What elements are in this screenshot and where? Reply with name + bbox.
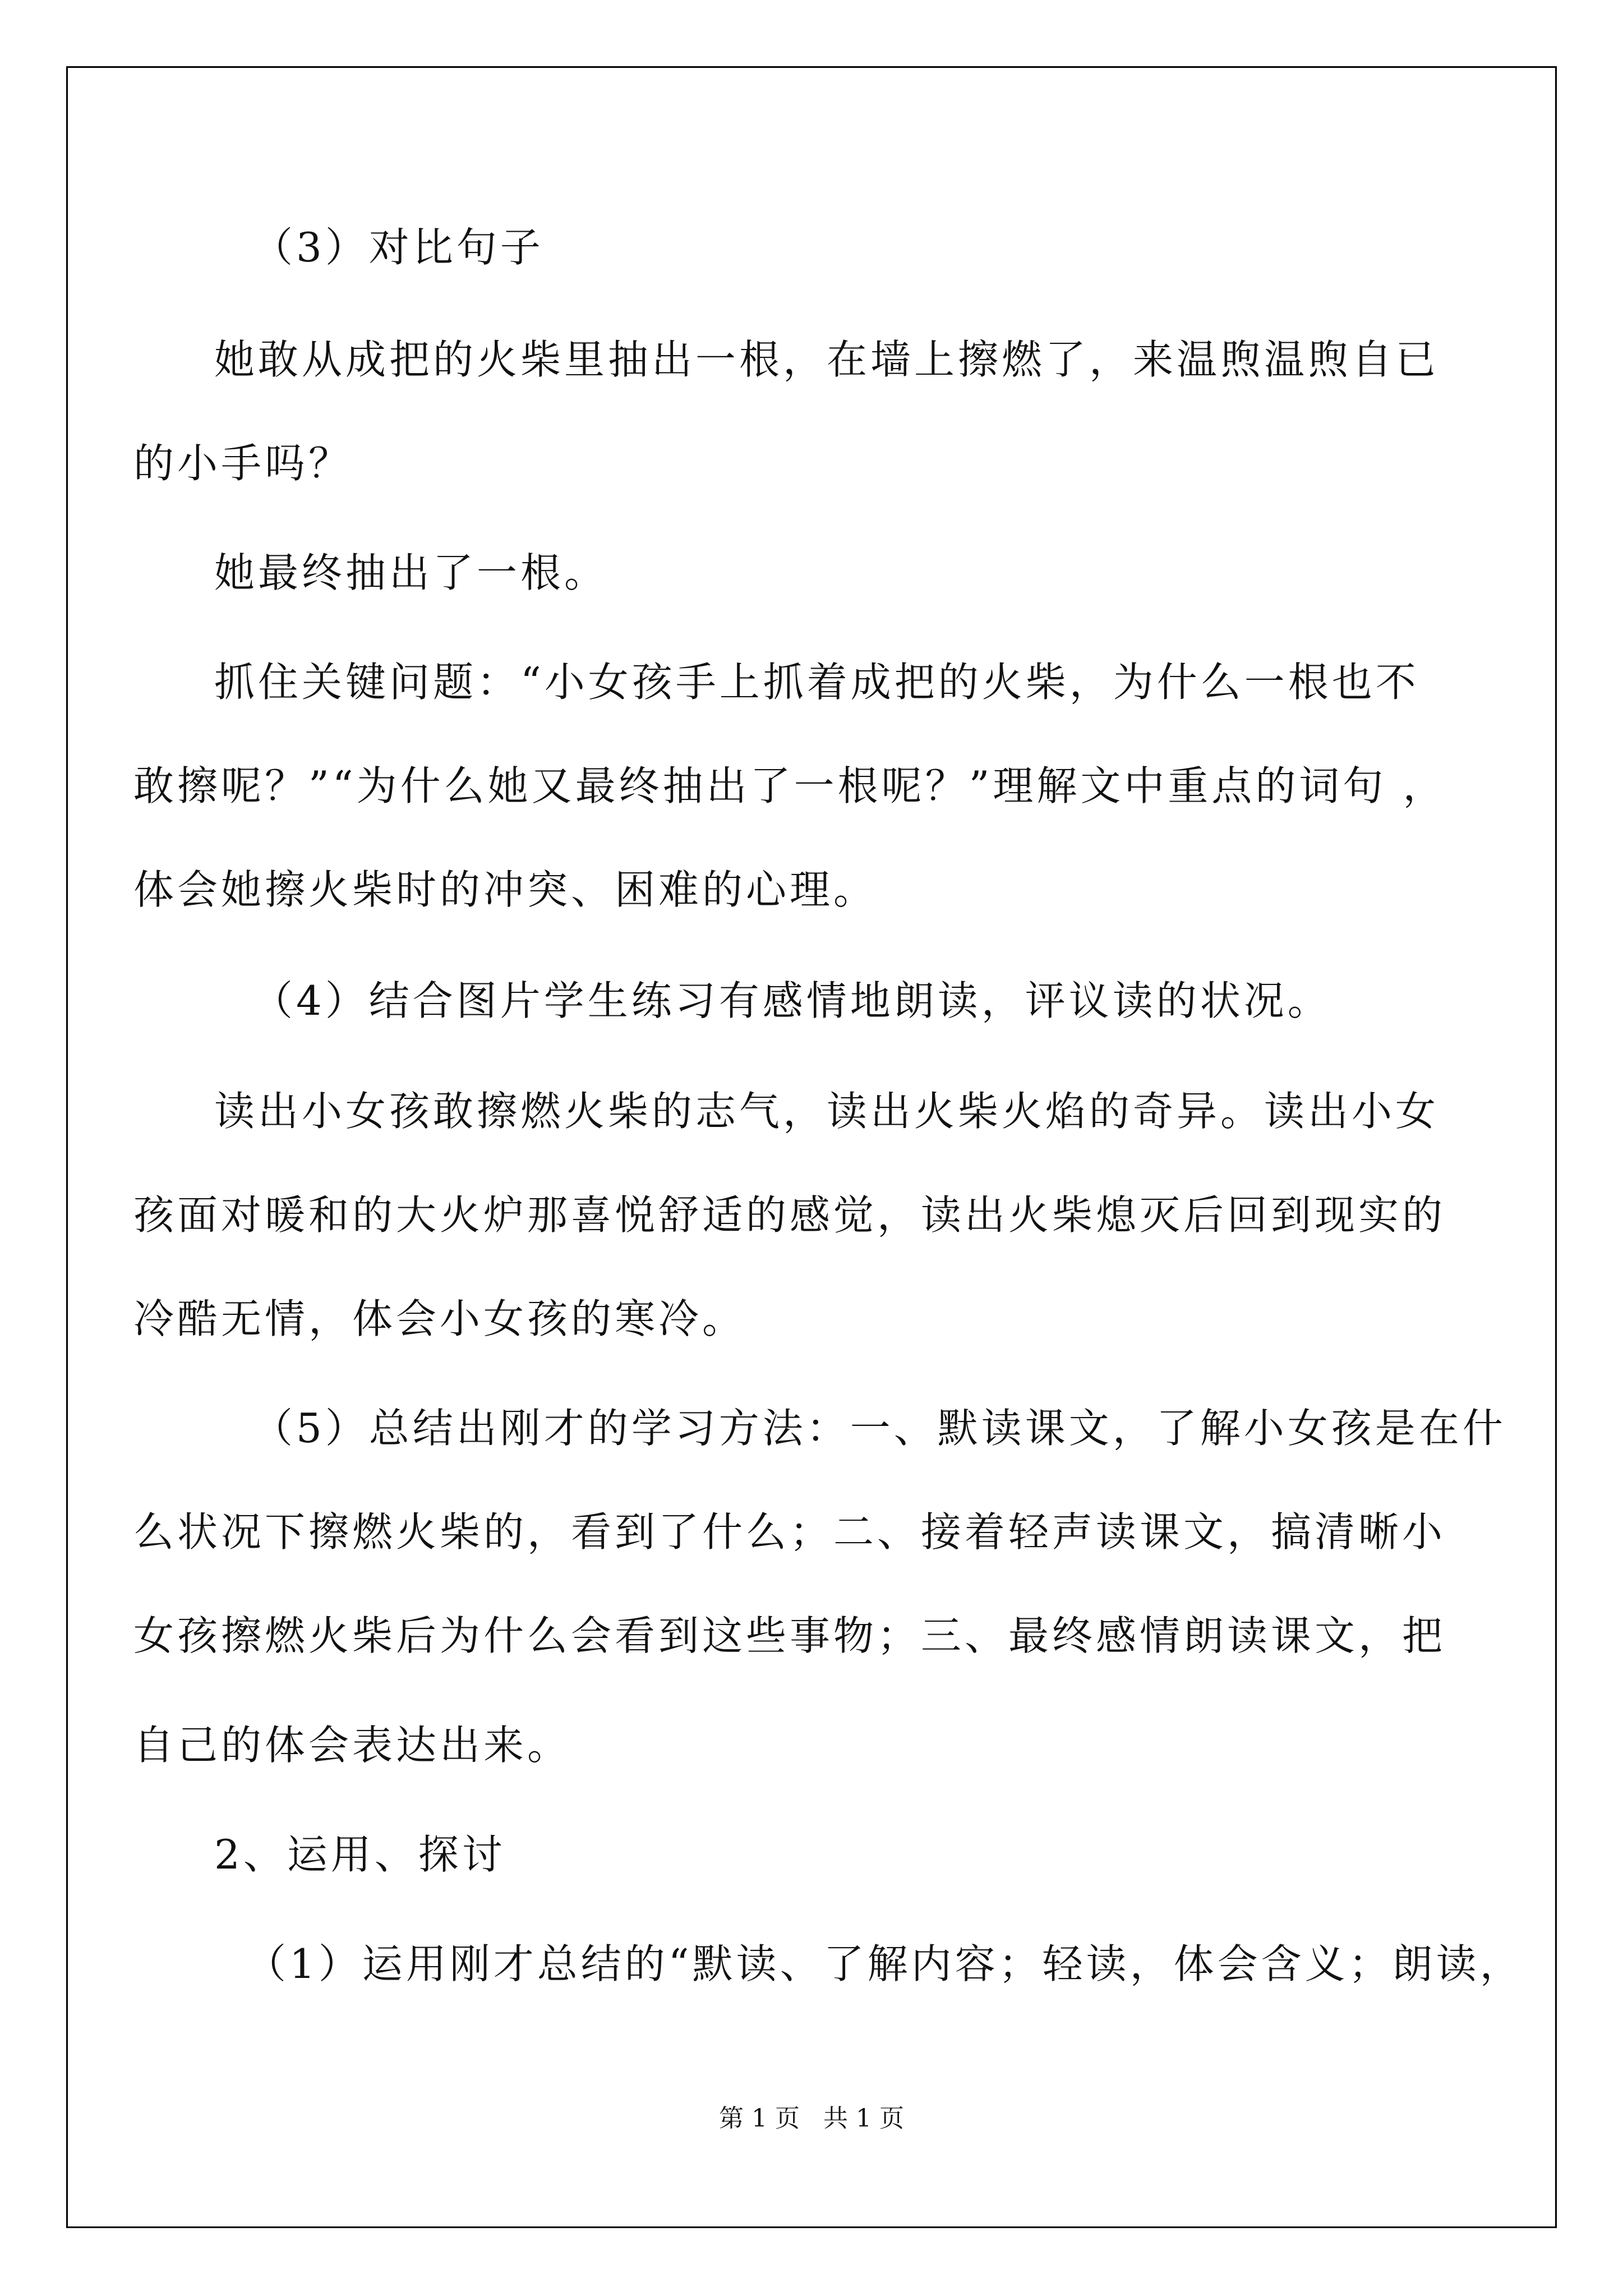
subheading-1: （1）运用刚才总结的“默读、了解内容；轻读，体会含义；朗读， bbox=[246, 1940, 1524, 1987]
paragraph-line: 她最终抽出了一根。 bbox=[214, 549, 608, 596]
paragraph-line: 自己的体会表达出来。 bbox=[133, 1722, 571, 1769]
paragraph-line: 女孩擦燃火柴后为什么会看到这些事物；三、最终感情朗读课文，把 bbox=[133, 1612, 1446, 1659]
paragraph-line: 的小手吗？ bbox=[133, 440, 353, 487]
section-heading: 2、运用、探讨 bbox=[214, 1831, 506, 1878]
paragraph-line: 冷酷无情，体会小女孩的寒冷。 bbox=[133, 1295, 746, 1342]
paragraph-line: 孩面对暖和的大火炉那喜悦舒适的感觉，读出火柴熄灭后回到现实的 bbox=[133, 1191, 1446, 1239]
page-frame bbox=[66, 66, 1557, 2228]
paragraph-line: 抓住关键问题：“小女孩手上抓着成把的火柴，为什么一根也不 bbox=[214, 659, 1419, 706]
subheading-3: （3）对比句子 bbox=[252, 224, 544, 271]
paragraph-line: 么状况下擦燃火柴的，看到了什么；二、接着轻声读课文，搞清晰小 bbox=[133, 1508, 1446, 1556]
page-total: 共 1 页 bbox=[823, 2104, 904, 2133]
paragraph-line: 敢擦呢？”“为什么她又最终抽出了一根呢？”理解文中重点的词句 ， bbox=[133, 762, 1447, 809]
paragraph-line: 读出小女孩敢擦燃火柴的志气，读出火柴火焰的奇异。读出小女 bbox=[214, 1088, 1440, 1135]
page-footer bbox=[0, 2098, 1623, 2134]
subheading-4: （4）结合图片学生练习有感情地朗读，评议读的状况。 bbox=[252, 977, 1331, 1024]
paragraph-line: 体会她擦火柴时的冲突、困难的心理。 bbox=[133, 866, 878, 913]
page-number: 第 1 页 bbox=[719, 2104, 800, 2133]
paragraph-line: 她敢从成把的火柴里抽出一根，在墙上擦燃了，来温煦温煦自已 bbox=[214, 336, 1440, 383]
subheading-5: （5）总结出刚才的学习方法：一、默读课文，了解小女孩是在什 bbox=[252, 1405, 1506, 1452]
